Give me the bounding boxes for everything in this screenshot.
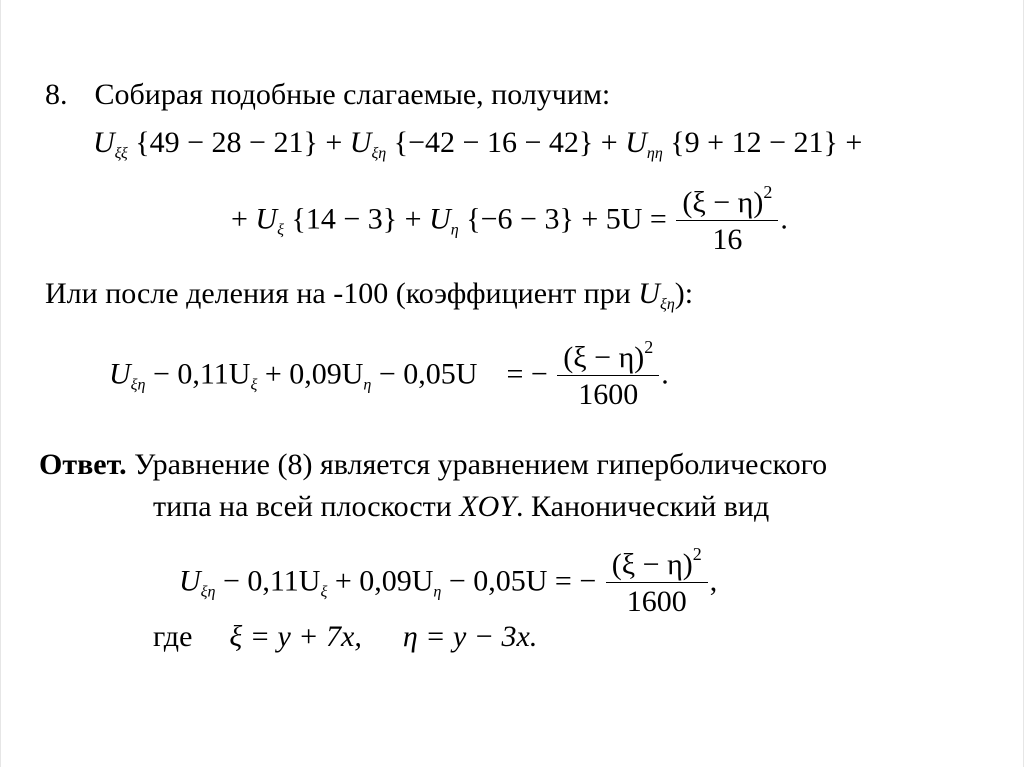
- substitution-line: где ξ = y + 7x, η = y − 3x.: [153, 620, 538, 653]
- fraction: $\frac{(\xi - \eta)^2}{1600}$: [606, 550, 708, 617]
- division-sentence: Или после деления на -100 (коэффициент при $U_{\xi\eta}$):: [45, 277, 694, 313]
- answer-label: Ответ.: [39, 448, 127, 481]
- step-heading-text: Собирая подобные слагаемые, получим:: [94, 78, 611, 111]
- answer-line-1: Ответ. Уравнение (8) является уравнением гиперболического: [39, 448, 828, 481]
- fraction: $\frac{(\xi - \eta)^2}{16}$: [676, 188, 778, 255]
- equation-1-line-1: $U_{\xi\xi}$ $\{49 - 28 - 21\} + U_{\xi\eta}$ $\{-42 - 16 - 42\} + U_{\eta\eta}$ {9 + 12 − 21} +: [93, 126, 863, 162]
- equation-1-line-2: + $U_\xi$ $\{14 - 3\} + U_\eta$ {−6 − 3} + 5U = $\frac{(\xi - \eta)^2}{16}$ .: [231, 182, 788, 256]
- fraction: $\frac{(\xi - \eta)^2}{1600}$: [557, 343, 659, 410]
- step-number: 8.: [45, 78, 68, 111]
- equation-2: $U_{\xi\eta} - 0,11U_\xi + 0,09U_\eta - 0,05U$ = − $\frac{(\xi - \eta)^2}{1600}$ .: [109, 337, 669, 411]
- step-heading: [45, 80, 610, 110]
- answer-line-2: типа на всей плоскости XOY. Канонический вид: [153, 490, 770, 523]
- canonical-equation: $U_{\xi\eta} - 0,11U_\xi + 0,09U_\eta - 0,05U$ = − $\frac{(\xi - \eta)^2}{1600}$ ,: [179, 544, 718, 618]
